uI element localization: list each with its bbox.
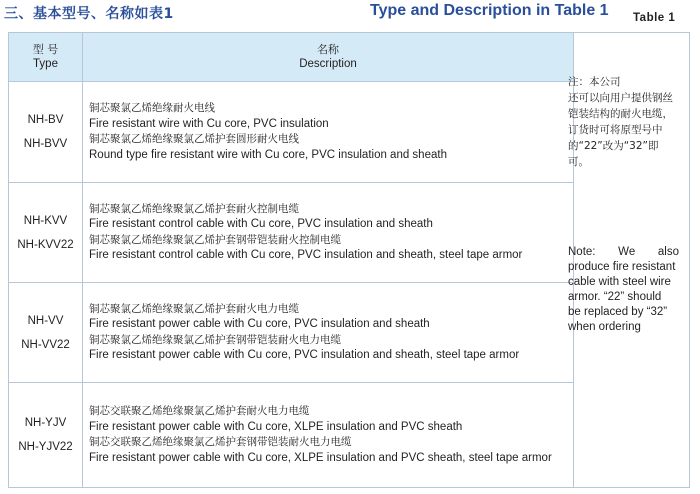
table-row-1-type	[9, 82, 82, 182]
note-cn-line: 注：本公司	[568, 76, 621, 88]
header-type-en: Type	[33, 58, 58, 70]
table-row-4-description	[83, 383, 573, 487]
description-line-cn: 铜芯交联聚乙烯绝缘聚氯乙烯护套耐火电力电缆	[89, 405, 310, 417]
note-en-word: also	[657, 246, 679, 258]
table-row-3-description	[83, 283, 573, 382]
table-row-1-description	[83, 82, 573, 182]
description-line-cn: 铜芯交联聚乙烯绝缘聚氯乙烯护套钢带铠装耐火电力电缆	[89, 436, 352, 448]
description-line-en: Fire resistant wire with Cu core, PVC insulation	[89, 117, 329, 130]
note-en-line: be replaced by “32”	[568, 306, 668, 318]
description-line-cn: 铜芯聚氯乙烯绝缘聚氯乙烯护套钢带铠装耐火控制电缆	[89, 233, 341, 246]
table-row-4-type	[9, 383, 82, 487]
note-en	[568, 245, 679, 335]
header-description-en: Description	[299, 58, 357, 70]
description-line-cn: 铜芯聚氯乙烯绝缘聚氯乙烯护套钢带铠装耐火电力电缆	[89, 333, 341, 346]
description-line-en: Fire resistant power cable with Cu core, XLPE insulation and PVC sheath, steel tape armor	[89, 451, 552, 464]
table-row-3-type	[9, 283, 82, 382]
note-cn-line: 铠装结构的耐火电缆，	[568, 108, 673, 120]
description-line-cn: 铜芯聚氯乙烯绝缘聚氯乙烯护套圆形耐火电线	[89, 133, 299, 145]
header-description-cn: 名称	[317, 43, 339, 56]
type-code: NH-BVV	[23, 138, 68, 150]
note-en-line: armor. “22” should	[568, 291, 662, 303]
note-cn-line: 的“22”改为“32”即	[568, 140, 659, 152]
description-line-en: Fire resistant power cable with Cu core, XLPE insulation and PVC sheath	[89, 420, 463, 433]
description-line-cn: 铜芯聚氯乙烯绝缘耐火电线	[89, 102, 215, 114]
description-line-en: Fire resistant control cable with Cu core, PVC insulation and sheath, steel tape armor	[89, 249, 523, 261]
type-code: NH-KVV22	[17, 238, 74, 251]
note-en-line: when ordering	[568, 321, 641, 333]
note-cn-line: 还可以向用户提供钢丝	[568, 92, 673, 104]
type-code: NH-YJV	[24, 417, 67, 429]
type-code: NH-KVV	[23, 214, 68, 227]
header-type-cell	[9, 33, 82, 81]
note-en-line: produce fire resistant	[568, 261, 676, 273]
description-line-en: Fire resistant power cable with Cu core, PVC insulation and sheath, steel tape armor	[89, 349, 520, 361]
type-code: NH-YJV22	[18, 441, 73, 453]
note-en-line: cable with steel wire	[568, 276, 671, 288]
note-cn-line: 可。	[568, 156, 589, 168]
description-line-cn: 铜芯聚氯乙烯绝缘聚氯乙烯护套耐火控制电缆	[89, 202, 299, 215]
type-code: NH-VV22	[21, 338, 70, 351]
table-label: Table 1	[633, 12, 676, 24]
header-type-cn: 型 号	[32, 43, 59, 56]
type-code: NH-BV	[27, 114, 64, 126]
description-line-en: Fire resistant power cable with Cu core, PVC insulation and sheath	[89, 318, 430, 330]
note-en-line	[568, 245, 679, 260]
note-cn-line: 订货时可将原型号中	[568, 124, 663, 136]
note-en-word: We	[618, 246, 636, 258]
section-title-cn: 三、基本型号、名称如表1	[4, 6, 174, 22]
type-code: NH-VV	[27, 314, 64, 327]
table-row-2-type	[9, 183, 82, 282]
description-line-en: Round type fire resistant wire with Cu core, PVC insulation and sheath	[89, 148, 447, 161]
note-en-word: Note:	[568, 246, 596, 258]
header-description-cell	[83, 33, 573, 81]
description-line-en: Fire resistant control cable with Cu core, PVC insulation and sheath	[89, 218, 433, 230]
description-line-cn: 铜芯聚氯乙烯绝缘聚氯乙烯护套耐火电力电缆	[89, 302, 299, 315]
section-title-en: Type and Description in Table 1	[370, 2, 609, 19]
note-cn	[568, 74, 678, 170]
table-row-2-description	[83, 183, 573, 282]
